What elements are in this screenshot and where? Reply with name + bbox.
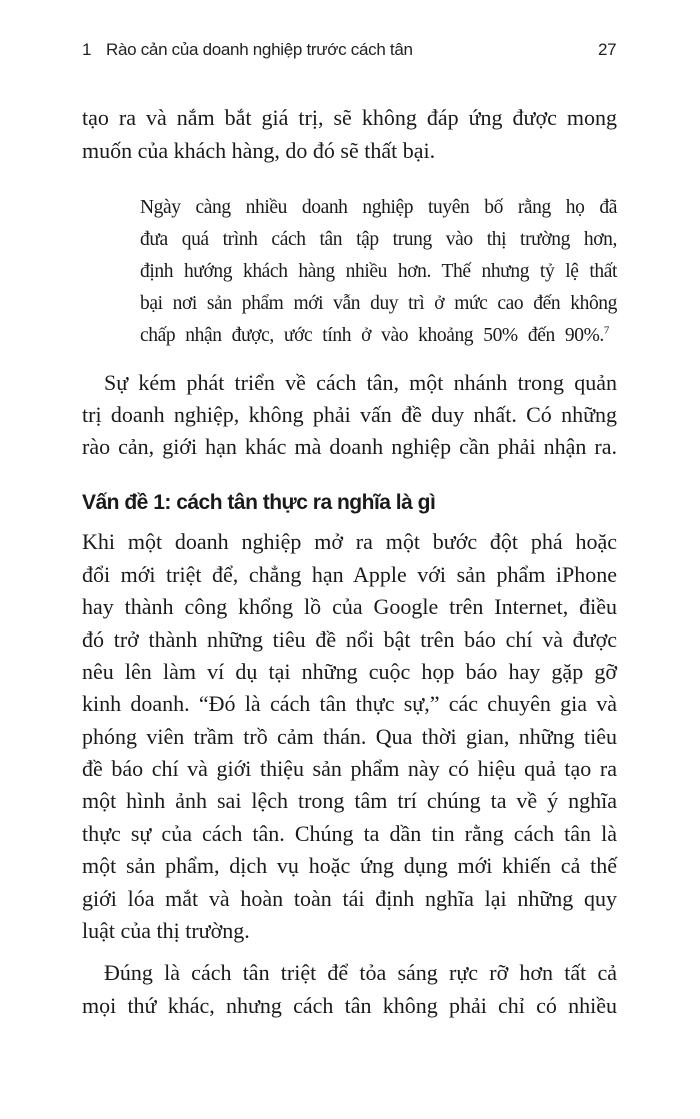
text-line: Đúng là cách tân triệt để tỏa sáng rực rỡ hơn tất cả	[104, 960, 617, 985]
text-line: trị doanh nghiệp, không phải vấn đề duy nhất. Có những	[82, 402, 617, 427]
page-number: 27	[598, 40, 617, 59]
quote-line	[140, 321, 609, 351]
quote-line: Ngày càng nhiều doanh nghiệp tuyên bố rằng họ đã	[140, 197, 617, 218]
text-line: muốn của khách hàng, do đó sẽ thất bại.	[82, 138, 436, 163]
text-line: Sự kém phát triển về cách tân, một nhánh trong quản	[104, 370, 617, 395]
quote-line: bại nơi sản phẩm mới vẫn duy trì ở mức cao đến không	[140, 293, 617, 314]
chapter-number: 1	[82, 40, 92, 59]
text-line: thực sự của cách tân. Chúng ta dần tin rằng cách tân là	[82, 821, 617, 846]
chapter-title: Rào cản của doanh nghiệp trước cách tân	[106, 40, 413, 59]
text-line: tạo ra và nắm bắt giá trị, sẽ không đáp ứng được mong	[82, 105, 617, 130]
text-line: một sản phẩm, dịch vụ hoặc ứng dụng mới khiến cả thế	[82, 853, 617, 878]
footnote-marker: 7	[603, 324, 609, 337]
text-line: rào cản, giới hạn khác mà doanh nghiệp cần phải nhận ra.	[82, 434, 617, 459]
text-line: đề báo chí và giới thiệu sản phẩm này có hiệu quả tạo ra	[82, 756, 617, 781]
text-line: đó trở thành những tiêu đề nổi bật trên báo chí và được	[82, 627, 617, 652]
text-line: phóng viên trầm trồ cảm thán. Qua thời gian, những tiêu	[82, 724, 617, 749]
text-line: nêu lên làm ví dụ tại những cuộc họp báo hay gặp gỡ	[82, 659, 617, 684]
quote-line: đưa quá trình cách tân tập trung vào thị trường hơn,	[140, 229, 617, 250]
text-line: hay thành công khổng lồ của Google trên Internet, điều	[82, 594, 617, 619]
text-line: đổi mới triệt để, chẳng hạn Apple với sản phẩm iPhone	[82, 562, 617, 587]
quote-line: định hướng khách hàng nhiều hơn. Thế nhưng tỷ lệ thất	[140, 261, 617, 282]
text-line: kinh doanh. “Đó là cách tân thực sự,” các chuyên gia và	[82, 691, 617, 716]
text-line: luật của thị trường.	[82, 918, 250, 943]
text-line: giới lóa mắt và hoàn toàn tái định nghĩa lại những quy	[82, 886, 617, 911]
text-line: một hình ảnh sai lệch trong tâm trí chúng ta về ý nghĩa	[82, 788, 617, 813]
text-line: Khi một doanh nghiệp mở ra một bước đột phá hoặc	[82, 529, 617, 554]
section-heading: Vấn đề 1: cách tân thực ra nghĩa là gì	[82, 491, 436, 514]
quote-text: chấp nhận được, ước tính ở vào khoảng 50% đến 90%.	[140, 325, 604, 346]
text-line: mọi thứ khác, nhưng cách tân không phải chỉ có nhiều	[82, 993, 617, 1018]
